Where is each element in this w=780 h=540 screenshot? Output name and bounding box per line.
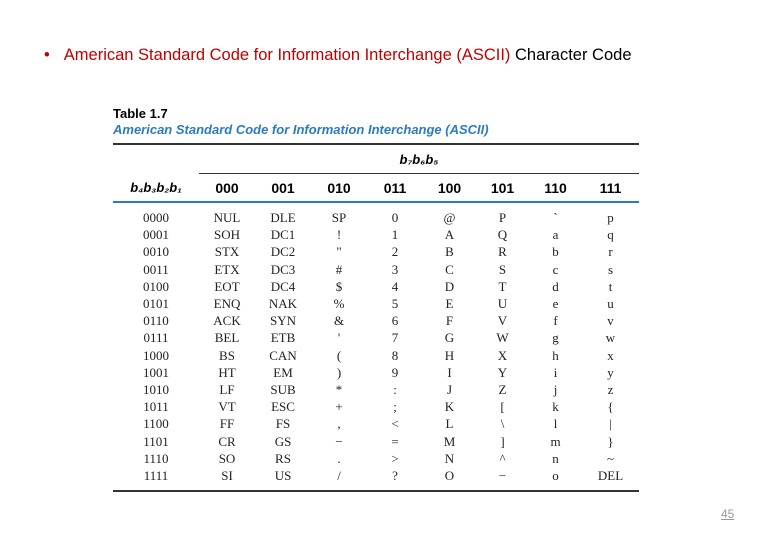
column-header: 111 xyxy=(582,174,639,203)
bullet-text-title: American Standard Code for Information Interchange (ASCII) xyxy=(63,46,511,64)
ascii-cell: SI xyxy=(199,467,255,491)
table-row xyxy=(113,202,639,226)
ascii-cell: r xyxy=(608,244,613,260)
table-row xyxy=(113,433,639,450)
ascii-cell: U xyxy=(497,296,508,312)
table-row xyxy=(113,364,639,381)
row-bits: 0010 xyxy=(143,244,169,260)
ascii-cell: 3 xyxy=(391,261,399,277)
ascii-cell: SP xyxy=(331,210,347,225)
ascii-cell: y xyxy=(607,364,614,380)
ascii-cell: DEL xyxy=(582,467,639,491)
ascii-cell: N xyxy=(444,450,455,466)
ascii-cell: CR xyxy=(218,433,236,449)
ascii-cell: m xyxy=(550,433,561,449)
row-bits: 0111 xyxy=(143,330,169,346)
ascii-cell: q xyxy=(607,227,614,243)
ascii-cell: CAN xyxy=(269,347,297,363)
row-bits: 1001 xyxy=(143,364,169,380)
ascii-cell: ^ xyxy=(499,450,506,466)
ascii-cell: HT xyxy=(218,364,236,380)
ascii-cell: P xyxy=(498,210,507,225)
ascii-cell: BS xyxy=(219,347,235,363)
ascii-cell: z xyxy=(607,382,614,398)
ascii-cell: R xyxy=(498,244,507,260)
column-header: 000 xyxy=(199,174,255,203)
ascii-cell: , xyxy=(337,416,341,432)
ascii-cell: M xyxy=(443,433,456,449)
ascii-cell: g xyxy=(552,330,559,346)
ascii-cell: a xyxy=(552,227,559,243)
ascii-table-figure xyxy=(113,106,639,492)
ascii-cell: v xyxy=(607,313,614,329)
column-group-label: b₇b₆b₅ xyxy=(199,145,639,174)
bullet-line xyxy=(44,46,632,65)
ascii-cell: ( xyxy=(336,347,342,363)
ascii-cell: ! xyxy=(336,227,342,243)
column-header: 101 xyxy=(476,174,529,203)
table-row xyxy=(113,261,639,278)
ascii-cell: ENQ xyxy=(213,296,241,312)
ascii-cell: e xyxy=(552,296,559,312)
column-header: 001 xyxy=(255,174,311,203)
table-row xyxy=(113,329,639,346)
ascii-cell: [ xyxy=(500,399,505,415)
ascii-cell: = xyxy=(391,433,399,449)
table-row xyxy=(113,312,639,329)
ascii-cell: ; xyxy=(393,399,397,415)
ascii-cell: F xyxy=(445,313,454,329)
ascii-cell: @ xyxy=(443,210,456,225)
ascii-cell: " xyxy=(336,244,342,260)
ascii-cell: ) xyxy=(336,364,342,380)
ascii-cell: } xyxy=(607,433,614,449)
ascii-cell: o xyxy=(529,467,582,491)
ascii-cell: NAK xyxy=(268,296,298,312)
ascii-cell: O xyxy=(423,467,476,491)
ascii-cell: Y xyxy=(497,364,508,380)
header-row xyxy=(113,174,639,203)
column-header: 100 xyxy=(423,174,476,203)
ascii-cell: 1 xyxy=(391,227,399,243)
row-bits: 1011 xyxy=(143,399,169,415)
ascii-cell: t xyxy=(608,278,613,294)
ascii-cell: ' xyxy=(337,330,341,346)
ascii-cell: + xyxy=(335,399,343,415)
ascii-cell: B xyxy=(445,244,454,260)
column-header: 011 xyxy=(367,174,423,203)
ascii-cell: 4 xyxy=(391,278,399,294)
ascii-cell: l xyxy=(553,416,558,432)
row-bits: 1100 xyxy=(143,416,169,432)
ascii-cell: G xyxy=(444,330,455,346)
ascii-cell: ? xyxy=(367,467,423,491)
ascii-cell: f xyxy=(553,313,558,329)
ascii-cell: ESC xyxy=(271,399,295,415)
table-row xyxy=(113,467,639,491)
ascii-cell: US xyxy=(255,467,311,491)
ascii-cell: { xyxy=(607,399,614,415)
ascii-cell: ~ xyxy=(606,450,615,466)
table-row xyxy=(113,226,639,243)
ascii-cell: : xyxy=(393,382,397,398)
ascii-cell: DC4 xyxy=(270,278,296,294)
ascii-cell: D xyxy=(444,278,455,294)
ascii-cell: d xyxy=(552,278,559,294)
ascii-cell: \ xyxy=(500,416,505,432)
column-header: 110 xyxy=(529,174,582,203)
ascii-cell: 6 xyxy=(391,313,399,329)
table-row xyxy=(113,278,639,295)
ascii-cell: s xyxy=(607,261,614,277)
ascii-cell: k xyxy=(552,399,559,415)
ascii-cell: − xyxy=(476,467,529,491)
ascii-cell: EM xyxy=(273,364,293,380)
ascii-cell: j xyxy=(553,382,558,398)
row-bits: 0101 xyxy=(143,296,169,312)
row-bits: 0000 xyxy=(143,210,169,225)
row-bits: 1101 xyxy=(143,433,169,449)
ascii-cell: DC3 xyxy=(270,261,296,277)
ascii-cell: c xyxy=(552,261,559,277)
table-subtitle: American Standard Code for Information Interchange (ASCII) xyxy=(113,122,489,137)
row-bits: 1110 xyxy=(143,450,169,466)
table-row xyxy=(113,347,639,364)
ascii-cell: DLE xyxy=(270,210,296,225)
ascii-cell: u xyxy=(607,296,614,312)
ascii-cell: > xyxy=(391,450,399,466)
ascii-cell: SUB xyxy=(270,382,296,398)
row-bits: 0100 xyxy=(143,278,169,294)
ascii-cell: SO xyxy=(218,450,236,466)
ascii-cell: ETB xyxy=(270,330,296,346)
ascii-cell: A xyxy=(444,227,455,243)
ascii-cell: n xyxy=(552,450,559,466)
page-number: 45 xyxy=(721,507,735,521)
ascii-cell: b xyxy=(552,244,559,260)
row-header-label: b₄b₃b₂b₁ xyxy=(113,174,199,203)
table-row xyxy=(113,415,639,432)
ascii-cell: 7 xyxy=(391,330,399,346)
ascii-cell: 0 xyxy=(391,210,399,225)
ascii-cell: S xyxy=(498,261,507,277)
table-row xyxy=(113,381,639,398)
row-bits: 0001 xyxy=(143,227,169,243)
ascii-cell: EOT xyxy=(214,278,240,294)
ascii-cell: W xyxy=(496,330,509,346)
ascii-cell: ETX xyxy=(214,261,240,277)
ascii-cell: Z xyxy=(498,382,507,398)
ascii-cell: % xyxy=(333,296,345,312)
ascii-table xyxy=(113,143,639,492)
row-bits: 0011 xyxy=(143,261,169,277)
row-bits: 1111 xyxy=(113,467,199,491)
ascii-cell: K xyxy=(444,399,455,415)
ascii-cell: VT xyxy=(218,399,236,415)
ascii-cell: & xyxy=(333,313,345,329)
ascii-cell: h xyxy=(552,347,559,363)
ascii-cell: ] xyxy=(500,433,505,449)
ascii-cell: 2 xyxy=(391,244,399,260)
ascii-cell: BEL xyxy=(214,330,240,346)
table-row xyxy=(113,295,639,312)
row-bits: 0110 xyxy=(143,313,169,329)
ascii-cell: $ xyxy=(335,278,343,294)
ascii-cell: x xyxy=(607,347,614,363)
ascii-cell: H xyxy=(444,347,455,363)
ascii-cell: | xyxy=(609,416,612,432)
ascii-cell: * xyxy=(335,382,343,398)
ascii-cell: i xyxy=(553,364,558,380)
ascii-cell: 5 xyxy=(391,296,399,312)
bullet-marker: • xyxy=(44,46,50,64)
table-row xyxy=(113,398,639,415)
ascii-cell: NUL xyxy=(213,210,241,225)
ascii-cell: / xyxy=(311,467,367,491)
ascii-cell: DC1 xyxy=(270,227,296,243)
ascii-cell: < xyxy=(391,416,399,432)
column-header: 010 xyxy=(311,174,367,203)
ascii-cell: V xyxy=(497,313,508,329)
ascii-cell: RS xyxy=(275,450,291,466)
table-caption: Table 1.7 xyxy=(113,106,168,121)
ascii-cell: J xyxy=(446,382,453,398)
bullet-text-suffix: Character Code xyxy=(515,46,632,64)
ascii-cell: X xyxy=(497,347,508,363)
ascii-cell: C xyxy=(445,261,454,277)
ascii-cell: ACK xyxy=(213,313,241,329)
table-row xyxy=(113,243,639,260)
ascii-cell: w xyxy=(605,330,616,346)
ascii-cell: Q xyxy=(497,227,508,243)
ascii-cell: # xyxy=(335,261,343,277)
ascii-cell: T xyxy=(498,278,507,294)
row-bits: 1000 xyxy=(143,347,169,363)
ascii-cell: L xyxy=(445,416,454,432)
ascii-cell: I xyxy=(447,364,452,380)
ascii-cell: FF xyxy=(219,416,235,432)
ascii-cell: − xyxy=(335,433,343,449)
ascii-cell: p xyxy=(607,210,614,225)
ascii-cell: 8 xyxy=(391,347,399,363)
ascii-cell: LF xyxy=(219,382,235,398)
ascii-cell: STX xyxy=(214,244,240,260)
ascii-cell: 9 xyxy=(391,364,399,380)
ascii-cell: GS xyxy=(274,433,292,449)
ascii-cell: FS xyxy=(275,416,291,432)
ascii-cell: SYN xyxy=(269,313,296,329)
row-bits: 1010 xyxy=(143,382,169,398)
ascii-cell: ` xyxy=(553,210,558,225)
ascii-cell: . xyxy=(337,450,341,466)
table-row xyxy=(113,450,639,467)
ascii-cell: DC2 xyxy=(270,244,296,260)
ascii-cell: E xyxy=(445,296,454,312)
ascii-cell: SOH xyxy=(213,227,240,243)
